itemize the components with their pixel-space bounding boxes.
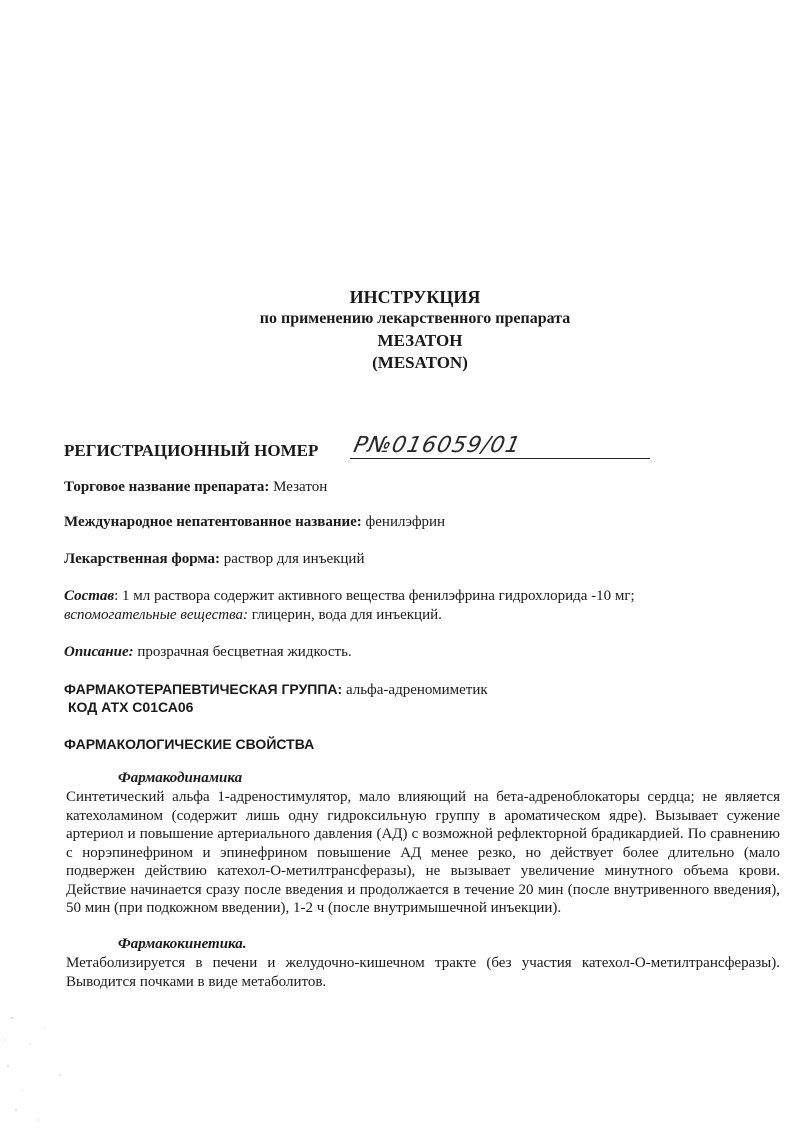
- trade-name-label: Торговое название препарата:: [64, 479, 270, 495]
- pharmacodynamics-text: Синтетический альфа 1-адреностимулятор, мало влияющий на бета-адреноблокаторы сердца; не является катехоламином (содержит лишь одну гидроксильную группу в ароматическом ядре). Вызывает сужение артериол и повышение артериального давления (АД) с возможной рефлекторной брадикардией. По сравнению с норэпинефрином и эпинефрином повышение АД менее резко, но действует более длительно (мало подвержен действию катехол-О-метилтрансферазы), не вызывает увеличение минутного объема крови. Действие начинается сразу после введения и продолжается в течение 20 мин (после внутривенного введения), 50 мин (при подкожном введении), 1-2 ч (после внутримышечной инъекции).: [66, 789, 780, 916]
- scan-noise-specks: [0, 1000, 200, 1130]
- description-label: Описание:: [64, 644, 134, 660]
- excipients-value: глицерин, вода для инъекций.: [248, 607, 442, 623]
- pharmacology-heading-line: [64, 735, 314, 755]
- pharmacokinetics-text: Метаболизируется в печени и желудочно-кишечном тракте (без участия катехол-О-метилтрансферазы). Выводится почками в виде метаболитов.: [66, 955, 780, 990]
- pharmacology-heading: ФАРМАКОЛОГИЧЕСКИЕ СВОЙСТВА: [64, 736, 315, 752]
- description-line: [64, 643, 352, 662]
- excipients-line: [64, 606, 442, 625]
- registration-number: [64, 433, 624, 465]
- atc-line: [68, 698, 193, 718]
- document-subtitle: по применению лекарственного препарата: [259, 310, 571, 327]
- trade-name-line: [64, 478, 327, 497]
- composition-value: : 1 мл раствора содержит активного вещества фенилэфрина гидрохлорида -10 мг;: [114, 588, 635, 604]
- excipients-label: вспомогательные вещества:: [64, 607, 249, 623]
- atc-code: КОД АТХ С01СА06: [68, 699, 194, 715]
- dosage-form-label: Лекарственная форма:: [64, 551, 221, 567]
- registration-label: РЕГИСТРАЦИОННЫЙ НОМЕР: [64, 441, 319, 460]
- trade-name-value: Мезатон: [269, 479, 328, 495]
- drug-name-en: (MESATON): [372, 353, 468, 372]
- title-block: [0, 286, 800, 374]
- pharmacodynamics-heading: Фармакодинамика: [118, 770, 243, 786]
- registration-underline: [350, 458, 650, 459]
- inn-label: Международное непатентованное название:: [64, 514, 362, 530]
- inn-line: [64, 513, 445, 532]
- pharm-group-label: ФАРМАКОТЕРАПЕВТИЧЕСКАЯ ГРУППА:: [64, 681, 343, 697]
- pharmacokinetics-heading: Фармакокинетика.: [118, 936, 247, 952]
- dosage-form-value: раствор для инъекций: [220, 551, 365, 567]
- inn-value: фенилэфрин: [361, 514, 446, 530]
- pharm-group-value: альфа-адреномиметик: [342, 682, 488, 698]
- pharm-group-line: [64, 680, 488, 700]
- description-value: прозрачная бесцветная жидкость.: [133, 644, 352, 660]
- dosage-form-line: [64, 550, 365, 569]
- drug-name-ru: МЕЗАТОН: [377, 331, 463, 350]
- composition-label: Состав: [64, 588, 115, 604]
- composition-line: [64, 587, 635, 606]
- handwritten-registration-number: Р№016059/01: [351, 433, 524, 458]
- document-title: ИНСТРУКЦИЯ: [349, 287, 481, 307]
